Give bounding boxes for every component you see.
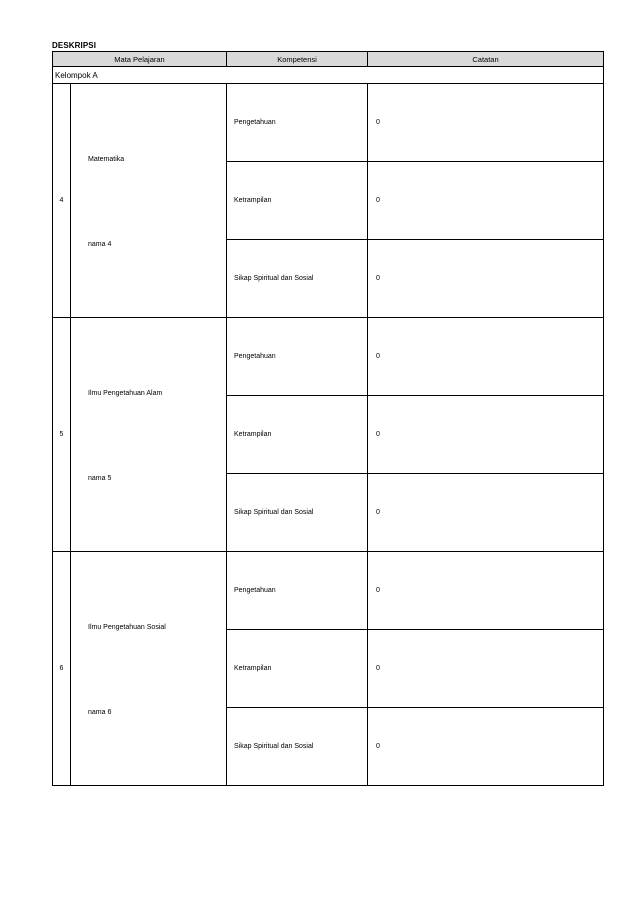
teacher-name: nama 5 [88, 475, 112, 482]
header-competence: Kompetensi [227, 52, 368, 67]
teacher-name: nama 6 [88, 709, 112, 716]
group-label: Kelompok A [53, 67, 604, 84]
note-cell: 0 [368, 474, 604, 552]
competence-cell: Ketrampilan [227, 630, 368, 708]
competence-cell: Pengetahuan [227, 318, 368, 396]
table-row [53, 318, 604, 396]
competence-cell: Sikap Spiritual dan Sosial [227, 240, 368, 318]
subject-cell [71, 318, 227, 552]
note-cell: 0 [368, 708, 604, 786]
header-note: Catatan [368, 52, 604, 67]
table-row [53, 552, 604, 630]
competence-cell: Ketrampilan [227, 396, 368, 474]
note-cell: 0 [368, 318, 604, 396]
note-cell: 0 [368, 84, 604, 162]
subject-name: Ilmu Pengetahuan Alam [88, 390, 163, 397]
teacher-name: nama 4 [88, 241, 112, 248]
competence-cell: Sikap Spiritual dan Sosial [227, 708, 368, 786]
competence-cell: Ketrampilan [227, 162, 368, 240]
note-cell: 0 [368, 162, 604, 240]
subject-number: 4 [53, 84, 71, 318]
subject-name: Ilmu Pengetahuan Sosial [88, 624, 166, 631]
competence-cell: Pengetahuan [227, 84, 368, 162]
header-subject: Mata Pelajaran [53, 52, 227, 67]
note-cell: 0 [368, 240, 604, 318]
section-title: DESKRIPSI [52, 41, 97, 50]
subject-name: Matematika [88, 156, 125, 163]
group-row [53, 67, 604, 84]
competence-cell: Sikap Spiritual dan Sosial [227, 474, 368, 552]
subject-cell [71, 84, 227, 318]
header-row [53, 52, 604, 67]
description-table [52, 51, 604, 786]
subject-number: 5 [53, 318, 71, 552]
subject-number: 6 [53, 552, 71, 786]
note-cell: 0 [368, 552, 604, 630]
note-cell: 0 [368, 630, 604, 708]
table-row [53, 84, 604, 162]
note-cell: 0 [368, 396, 604, 474]
subject-cell [71, 552, 227, 786]
report-sheet [52, 40, 603, 786]
competence-cell: Pengetahuan [227, 552, 368, 630]
